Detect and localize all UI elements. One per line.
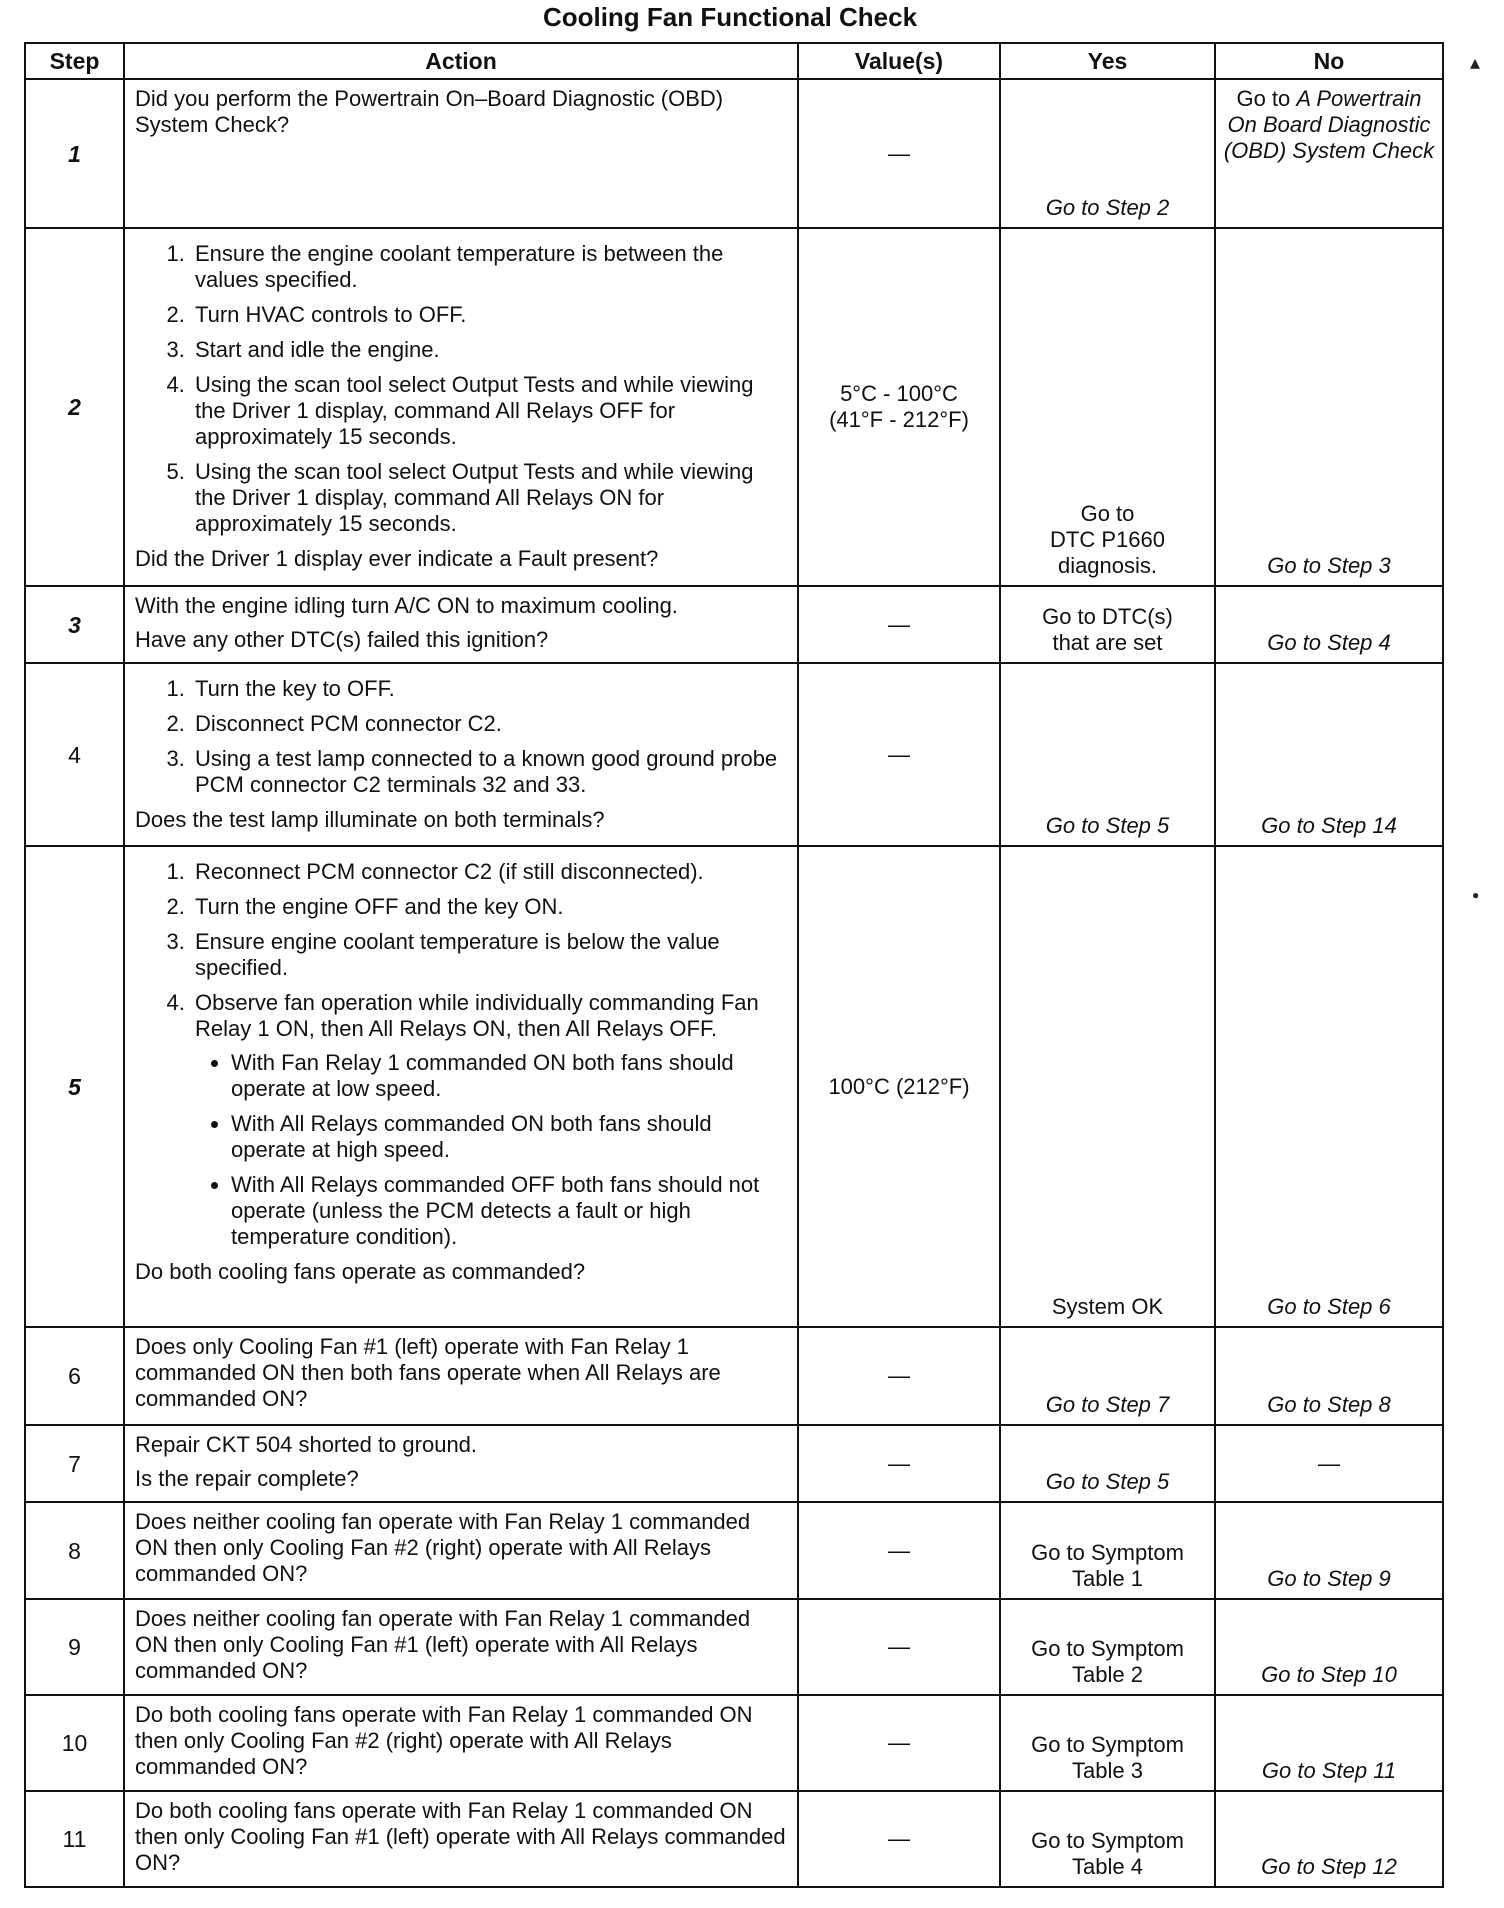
action-cell	[124, 846, 798, 1327]
yes-line: Table 3	[1072, 1758, 1143, 1783]
no-cell: Go to Step 10	[1215, 1599, 1443, 1695]
yes-cell	[1000, 228, 1215, 586]
value-cell: —	[798, 79, 1000, 228]
table-row	[25, 79, 1443, 228]
table-row	[25, 1695, 1443, 1791]
table-header-row	[25, 43, 1443, 79]
action-cell	[124, 1791, 798, 1887]
action-cell	[124, 1327, 798, 1425]
header-value: Value(s)	[798, 43, 1000, 79]
header-step: Step	[25, 43, 124, 79]
no-cell: Go to Step 9	[1215, 1502, 1443, 1599]
yes-cell	[1000, 1791, 1215, 1887]
action-text: Do both cooling fans operate with Fan Relay 1 commanded ON then only Cooling Fan #2 (right) operate with All Relays commanded ON?	[135, 1702, 753, 1779]
yes-cell	[1000, 1599, 1215, 1695]
no-cell: Go to Step 8	[1215, 1327, 1443, 1425]
yes-cell: Go to Step 5	[1000, 1425, 1215, 1502]
list-item-text: Observe fan operation while individually commanding Fan Relay 1 ON, then All Relays ON, then All Relays OFF.	[195, 990, 759, 1041]
value-cell	[798, 228, 1000, 586]
list-item: 1. Reconnect PCM connector C2 (if still disconnected).	[191, 859, 789, 885]
bullet-list	[195, 1050, 789, 1250]
value-cell: 100°C (212°F)	[798, 846, 1000, 1327]
yes-cell: Go to Step 2	[1000, 79, 1215, 228]
step-number: 2	[25, 228, 124, 586]
step-number: 1	[25, 79, 124, 228]
yes-cell: System OK	[1000, 846, 1215, 1327]
value-cell: —	[798, 1599, 1000, 1695]
table-row	[25, 1599, 1443, 1695]
diagnostic-table	[24, 42, 1444, 1888]
procedure-list	[135, 859, 789, 1250]
question-text: Does the test lamp illuminate on both terminals?	[135, 807, 605, 832]
table-row	[25, 1425, 1443, 1502]
header-yes: Yes	[1000, 43, 1215, 79]
list-item: 3. Ensure engine coolant temperature is below the value specified.	[191, 929, 789, 981]
no-cell: Go to Step 11	[1215, 1695, 1443, 1791]
yes-cell	[1000, 1695, 1215, 1791]
step-number: 9	[25, 1599, 124, 1695]
no-cell: Go to Step 4	[1215, 586, 1443, 663]
step-number: 4	[25, 663, 124, 846]
table-row	[25, 663, 1443, 846]
action-text: Does only Cooling Fan #1 (left) operate with Fan Relay 1 commanded ON then both fans operate when All Relays are commanded ON?	[135, 1334, 721, 1411]
value-cell: —	[798, 1425, 1000, 1502]
value-cell: —	[798, 586, 1000, 663]
question-text: Did the Driver 1 display ever indicate a Fault present?	[135, 546, 659, 571]
action-text: Does neither cooling fan operate with Fan Relay 1 commanded ON then only Cooling Fan #1 (left) operate with All Relays commanded ON?	[135, 1606, 751, 1683]
yes-line: Go to	[1080, 501, 1135, 526]
step-number: 5	[25, 846, 124, 1327]
action-cell	[124, 1599, 798, 1695]
yes-cell: Go to Step 5	[1000, 663, 1215, 846]
yes-cell	[1000, 1502, 1215, 1599]
yes-line: diagnosis.	[1057, 553, 1158, 578]
value-cell: —	[798, 1327, 1000, 1425]
action-cell	[124, 1502, 798, 1599]
header-action: Action	[124, 43, 798, 79]
yes-line: Go to Symptom	[1031, 1540, 1184, 1565]
list-item	[191, 990, 789, 1250]
no-cell: Go to Step 12	[1215, 1791, 1443, 1887]
no-cell	[1215, 79, 1443, 228]
value-cell: —	[798, 1695, 1000, 1791]
action-text: Repair CKT 504 shorted to ground.	[135, 1432, 478, 1457]
no-cell: Go to Step 3	[1215, 228, 1443, 586]
action-text: Did you perform the Powertrain On–Board Diagnostic (OBD) System Check?	[135, 86, 724, 137]
action-cell	[124, 663, 798, 846]
yes-line: DTC P1660	[1050, 527, 1165, 552]
page-title: Cooling Fan Functional Check	[542, 2, 918, 32]
table-row	[25, 1791, 1443, 1887]
procedure-list	[135, 241, 789, 537]
action-text: Does neither cooling fan operate with Fan Relay 1 commanded ON then only Cooling Fan #2 (right) operate with All Relays commanded ON?	[135, 1509, 751, 1586]
yes-line: Go to DTC(s)	[1042, 604, 1173, 629]
list-item: 5. Using the scan tool select Output Tests and while viewing the Driver 1 display, command All Relays ON for approximately 15 seconds.	[191, 459, 789, 537]
step-number: 11	[25, 1791, 124, 1887]
table-row	[25, 228, 1443, 586]
question-text: Do both cooling fans operate as commanded?	[135, 1259, 586, 1284]
bullet-item: • With Fan Relay 1 commanded ON both fans should operate at low speed.	[231, 1050, 789, 1102]
value-line: (41°F - 212°F)	[829, 407, 969, 432]
table-row	[25, 1327, 1443, 1425]
step-number: 3	[25, 586, 124, 663]
yes-line: Go to Symptom	[1031, 1732, 1184, 1757]
action-cell	[124, 1425, 798, 1502]
action-text: Do both cooling fans operate with Fan Relay 1 commanded ON then only Cooling Fan #1 (left) operate with All Relays commanded ON?	[135, 1798, 786, 1875]
list-item: 1. Ensure the engine coolant temperature is between the values specified.	[191, 241, 789, 293]
value-cell: —	[798, 663, 1000, 846]
action-cell	[124, 586, 798, 663]
yes-line: that are set	[1052, 630, 1163, 655]
no-cell: Go to Step 14	[1215, 663, 1443, 846]
value-cell: —	[798, 1791, 1000, 1887]
action-cell	[124, 228, 798, 586]
scan-speck: ●	[1472, 888, 1480, 902]
question-text: Have any other DTC(s) failed this ignition?	[135, 627, 549, 652]
bullet-item: • With All Relays commanded OFF both fans should not operate (unless the PCM detects a fault or high temperature condition).	[231, 1172, 789, 1250]
value-line: 5°C - 100°C	[840, 381, 958, 406]
header-no: No	[1215, 43, 1443, 79]
list-item: 3. Using a test lamp connected to a known good ground probe PCM connector C2 terminals 32 and 33.	[191, 746, 789, 798]
action-text: With the engine idling turn A/C ON to maximum cooling.	[135, 593, 678, 618]
list-item: 2. Disconnect PCM connector C2.	[191, 711, 789, 737]
yes-line: Table 4	[1072, 1854, 1143, 1879]
no-cell: —	[1215, 1425, 1443, 1502]
table-row	[25, 586, 1443, 663]
step-number: 6	[25, 1327, 124, 1425]
scan-speck: ▴	[1470, 52, 1481, 74]
no-reference: A Powertrain On Board Diagnostic (OBD) System Check	[1223, 86, 1435, 163]
yes-line: Table 2	[1072, 1662, 1143, 1687]
list-item: 1. Turn the key to OFF.	[191, 676, 789, 702]
bullet-item: • With All Relays commanded ON both fans should operate at high speed.	[231, 1111, 789, 1163]
table-row	[25, 846, 1443, 1327]
list-item: 2. Turn the engine OFF and the key ON.	[191, 894, 789, 920]
no-cell: Go to Step 6	[1215, 846, 1443, 1327]
no-prefix: Go to	[1236, 86, 1297, 111]
value-cell: —	[798, 1502, 1000, 1599]
yes-line: Go to Symptom	[1031, 1636, 1184, 1661]
yes-line: Go to Symptom	[1031, 1828, 1184, 1853]
yes-cell: Go to Step 7	[1000, 1327, 1215, 1425]
yes-cell	[1000, 586, 1215, 663]
list-item: 3. Start and idle the engine.	[191, 337, 789, 363]
question-text: Is the repair complete?	[135, 1466, 359, 1491]
list-item: 4. Using the scan tool select Output Tests and while viewing the Driver 1 display, command All Relays OFF for approximately 15 seconds.	[191, 372, 789, 450]
procedure-list	[135, 676, 789, 798]
step-number: 8	[25, 1502, 124, 1599]
step-number: 10	[25, 1695, 124, 1791]
table-row	[25, 1502, 1443, 1599]
yes-line: Table 1	[1072, 1566, 1143, 1591]
action-cell	[124, 1695, 798, 1791]
list-item: 2. Turn HVAC controls to OFF.	[191, 302, 789, 328]
action-cell	[124, 79, 798, 228]
step-number: 7	[25, 1425, 124, 1502]
